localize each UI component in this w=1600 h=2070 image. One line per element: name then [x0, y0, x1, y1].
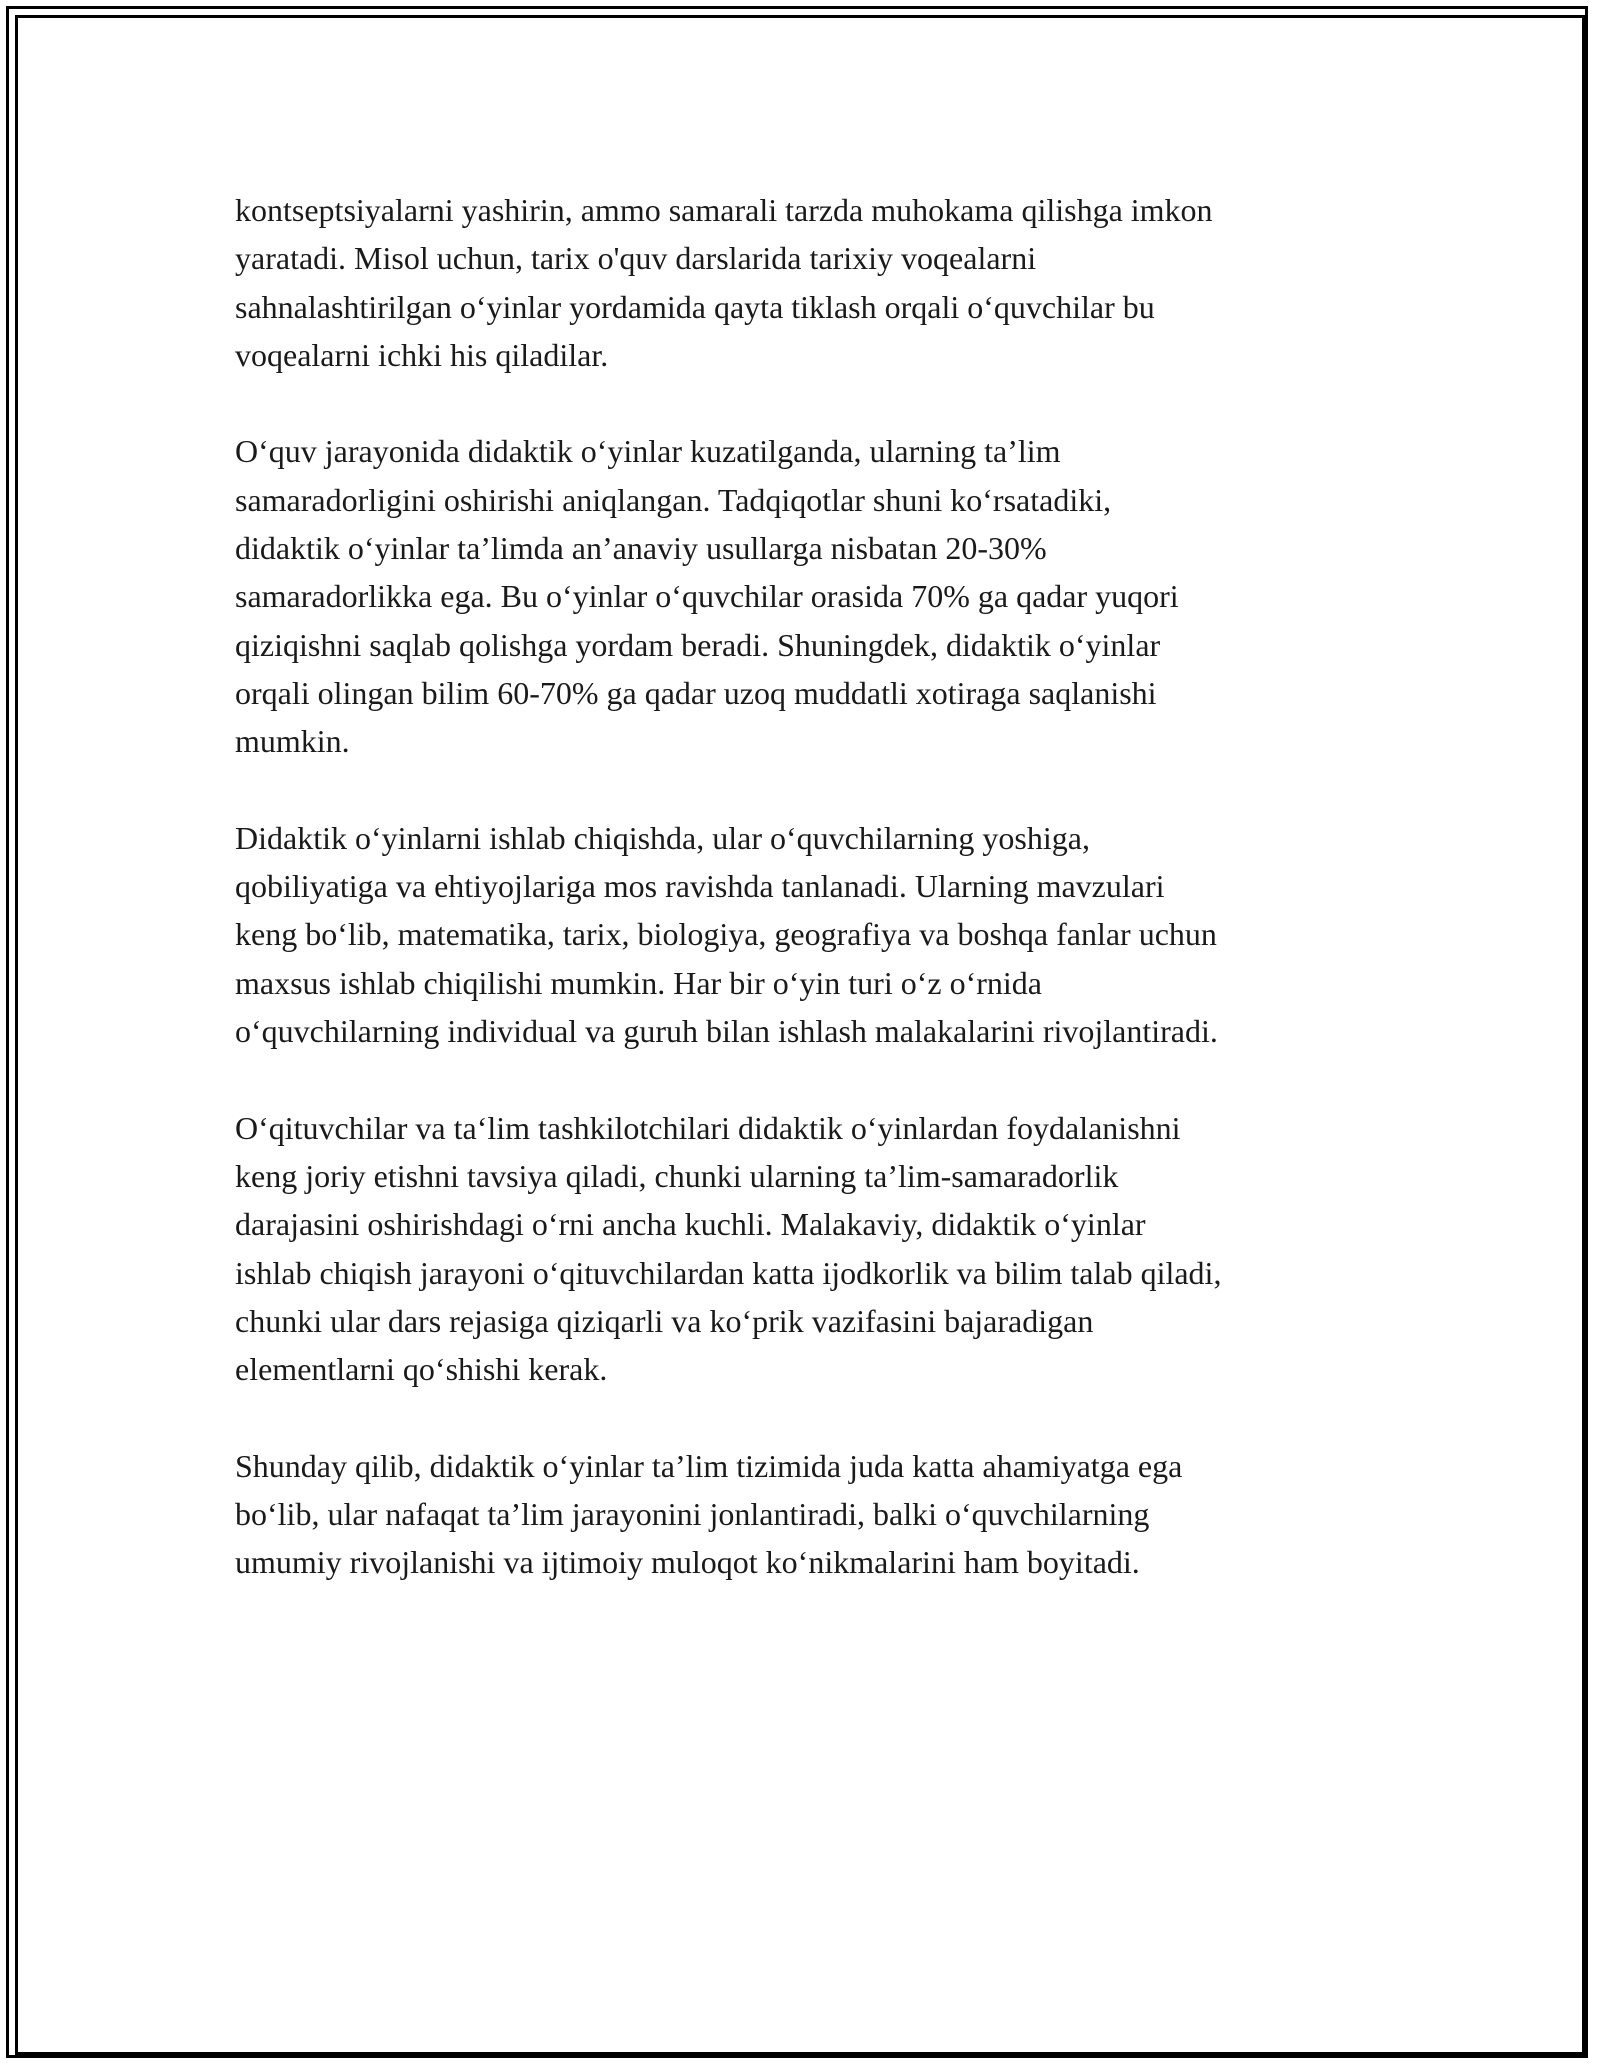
- paragraph-4: O‘qituvchilar va ta‘lim tashkilotchilari didaktik o‘yinlardan foydalanishni keng joriy etishni tavsiya qiladi, chunki ularning ta’lim-samaradorlik darajasini oshirishdagi o‘rni ancha kuchli. Malakaviy, didaktik o‘yinlar ishlab chiqish jarayoni o‘qituvchilardan katta ijodkorlik va bilim talab qiladi, chunki ular dars rejasiga qiziqarli va ko‘prik vazifasini bajaradigan elementlarni qo‘shishi kerak.: [235, 1109, 1222, 1388]
- document-body: [235, 186, 1415, 1635]
- paragraph-3: Didaktik o‘yinlarni ishlab chiqishda, ular o‘quvchilarning yoshiga, qobiliyatiga va ehtiyojlariga mos ravishda tanlanadi. Ularning mavzulari keng bo‘lib, matematika, tarix, biologiya, geografiya va boshqa fanlar uchun maxsus ishlab chiqilishi mumkin. Har bir o‘yin turi o‘z o‘rnida o‘quvchilarning individual va guruh bilan ishlash malakalarini rivojlantiradi.: [235, 819, 1218, 1050]
- paragraph-2: O‘quv jarayonida didaktik o‘yinlar kuzatilganda, ularning ta’lim samaradorligini oshirishi aniqlangan. Tadqiqotlar shuni ko‘rsatadiki, didaktik o‘yinlar ta’limda an’anaviy usullarga nisbatan 20-30% samaradorlikka ega. Bu o‘yinlar o‘quvchilar orasida 70% ga qadar yuqori qiziqishni saqlab qolishga yordam beradi. Shuningdek, didaktik o‘yinlar orqali olingan bilim 60-70% ga qadar uzoq muddatli xotiraga saqlanishi mumkin.: [235, 433, 1179, 760]
- paragraph-5: Shunday qilib, didaktik o‘yinlar ta’lim tizimida juda katta ahamiyatga ega bo‘lib, ular nafaqat ta’lim jarayonini jonlantiradi, balki o‘quvchilarning umumiy rivojlanishi va ijtimoiy muloqot ko‘nikmalarini ham boyitadi.: [235, 1447, 1183, 1581]
- paragraph-1: kontseptsiyalarni yashirin, ammo samarali tarzda muhokama qilishga imkon yaratadi. Misol uchun, tarix o'quv darslarida tarixiy voqealarni sahnalashtirilgan o‘yinlar yordamida qayta tiklash orqali o‘quvchilar bu voqealarni ichki his qiladilar.: [235, 192, 1213, 373]
